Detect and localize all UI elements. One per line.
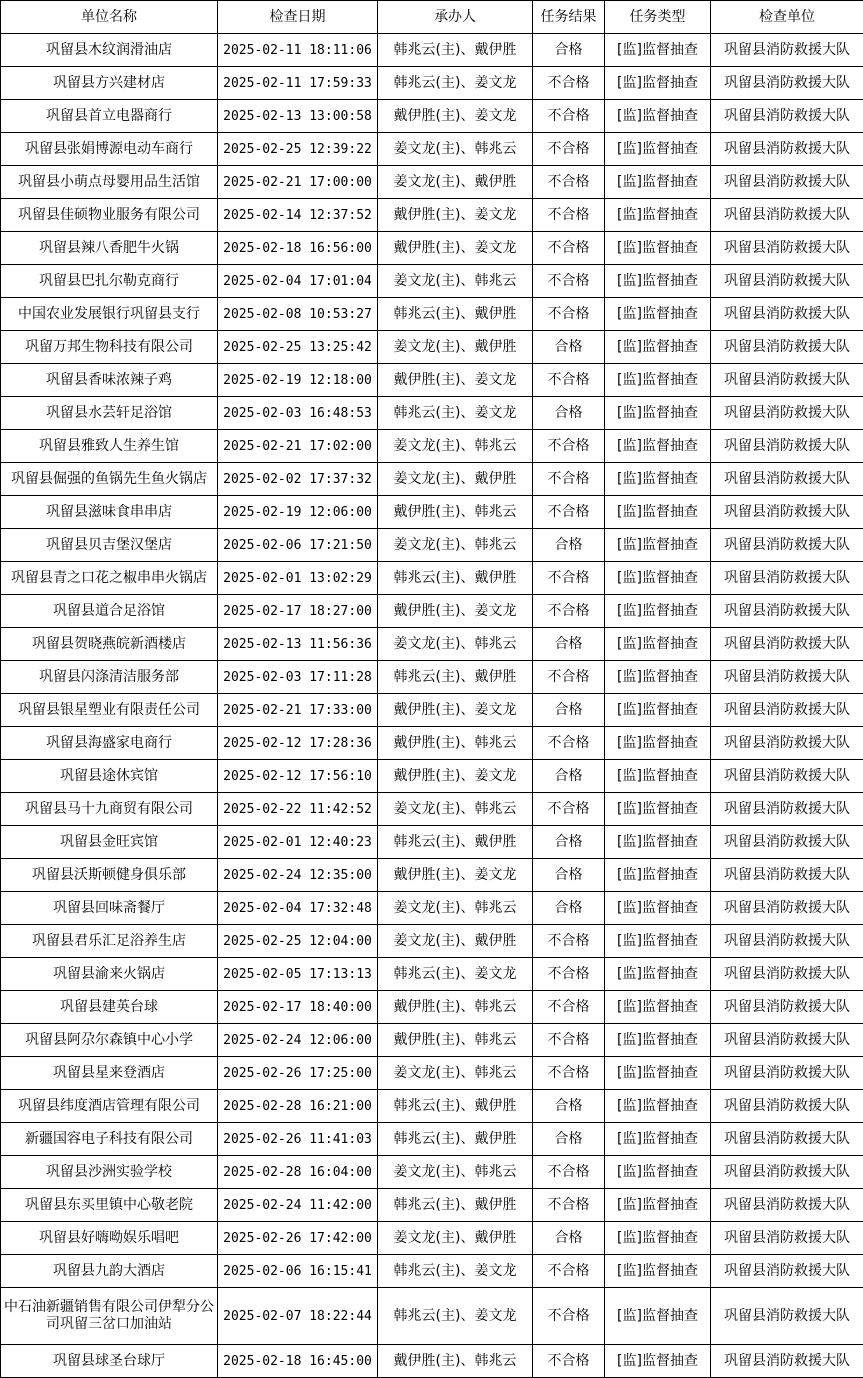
- cell-task-type: [监]监督抽查: [605, 1189, 711, 1222]
- cell-task-result: 不合格: [533, 1156, 605, 1189]
- cell-unit-name: 巩留县木纹润滑油店: [1, 34, 218, 67]
- cell-inspection-date: 2025-02-26 17:42:00: [218, 1222, 378, 1255]
- table-row: [1, 859, 863, 892]
- cell-unit-name: 巩留县水芸轩足浴馆: [1, 397, 218, 430]
- cell-inspection-unit: 巩留县消防救援大队: [711, 1222, 863, 1255]
- cell-unit-name: 巩留县渝来火锅店: [1, 958, 218, 991]
- cell-task-result: 不合格: [533, 991, 605, 1024]
- cell-unit-name: 巩留县阿尕尔森镇中心小学: [1, 1024, 218, 1057]
- cell-handler: 戴伊胜(主)、韩兆云: [378, 1024, 533, 1057]
- cell-task-type: [监]监督抽查: [605, 793, 711, 826]
- table-row: [1, 1156, 863, 1189]
- cell-task-type: [监]监督抽查: [605, 1057, 711, 1090]
- cell-inspection-date: 2025-02-21 17:02:00: [218, 430, 378, 463]
- cell-inspection-unit: 巩留县消防救援大队: [711, 859, 863, 892]
- cell-inspection-date: 2025-02-24 11:42:00: [218, 1189, 378, 1222]
- cell-handler: 戴伊胜(主)、姜文龙: [378, 760, 533, 793]
- cell-task-result: 不合格: [533, 661, 605, 694]
- cell-task-type: [监]监督抽查: [605, 1222, 711, 1255]
- cell-task-result: 不合格: [533, 430, 605, 463]
- cell-unit-name: 巩留县途休宾馆: [1, 760, 218, 793]
- cell-handler: 韩兆云(主)、戴伊胜: [378, 34, 533, 67]
- cell-task-type: [监]监督抽查: [605, 265, 711, 298]
- cell-task-result: 合格: [533, 859, 605, 892]
- cell-handler: 韩兆云(主)、戴伊胜: [378, 562, 533, 595]
- cell-inspection-date: 2025-02-25 12:39:22: [218, 133, 378, 166]
- cell-inspection-unit: 巩留县消防救援大队: [711, 67, 863, 100]
- table-row: [1, 793, 863, 826]
- cell-task-type: [监]监督抽查: [605, 199, 711, 232]
- cell-task-type: [监]监督抽查: [605, 100, 711, 133]
- cell-inspection-unit: 巩留县消防救援大队: [711, 298, 863, 331]
- cell-handler: 戴伊胜(主)、姜文龙: [378, 694, 533, 727]
- cell-task-result: 不合格: [533, 1345, 605, 1378]
- cell-inspection-unit: 巩留县消防救援大队: [711, 331, 863, 364]
- cell-inspection-date: 2025-02-21 17:00:00: [218, 166, 378, 199]
- cell-unit-name: 巩留县青之口花之椒串串火锅店: [1, 562, 218, 595]
- cell-unit-name: 巩留县佳硕物业服务有限公司: [1, 199, 218, 232]
- cell-task-result: 合格: [533, 529, 605, 562]
- cell-unit-name: 巩留万邦生物科技有限公司: [1, 331, 218, 364]
- cell-task-result: 不合格: [533, 1024, 605, 1057]
- cell-inspection-date: 2025-02-17 18:40:00: [218, 991, 378, 1024]
- table-body: [1, 34, 863, 1378]
- cell-task-type: [监]监督抽查: [605, 1156, 711, 1189]
- cell-handler: 姜文龙(主)、韩兆云: [378, 628, 533, 661]
- table-row: [1, 1123, 863, 1156]
- cell-unit-name: 巩留县辣八香肥牛火锅: [1, 232, 218, 265]
- cell-task-type: [监]监督抽查: [605, 925, 711, 958]
- cell-task-type: [监]监督抽查: [605, 331, 711, 364]
- cell-task-result: 不合格: [533, 1189, 605, 1222]
- cell-handler: 戴伊胜(主)、韩兆云: [378, 496, 533, 529]
- cell-inspection-date: 2025-02-04 17:01:04: [218, 265, 378, 298]
- cell-unit-name: 巩留县海盛家电商行: [1, 727, 218, 760]
- table-row: [1, 595, 863, 628]
- cell-inspection-unit: 巩留县消防救援大队: [711, 430, 863, 463]
- cell-handler: 姜文龙(主)、韩兆云: [378, 892, 533, 925]
- cell-handler: 戴伊胜(主)、姜文龙: [378, 859, 533, 892]
- cell-task-result: 不合格: [533, 67, 605, 100]
- cell-task-result: 合格: [533, 397, 605, 430]
- cell-handler: 姜文龙(主)、戴伊胜: [378, 1222, 533, 1255]
- cell-inspection-date: 2025-02-03 17:11:28: [218, 661, 378, 694]
- cell-unit-name: 巩留县金旺宾馆: [1, 826, 218, 859]
- cell-task-type: [监]监督抽查: [605, 1255, 711, 1288]
- cell-inspection-date: 2025-02-13 13:00:58: [218, 100, 378, 133]
- cell-inspection-unit: 巩留县消防救援大队: [711, 100, 863, 133]
- cell-task-type: [监]监督抽查: [605, 133, 711, 166]
- cell-handler: 韩兆云(主)、戴伊胜: [378, 298, 533, 331]
- cell-handler: 姜文龙(主)、韩兆云: [378, 1057, 533, 1090]
- table-row: [1, 1024, 863, 1057]
- cell-inspection-date: 2025-02-19 12:18:00: [218, 364, 378, 397]
- cell-task-result: 不合格: [533, 727, 605, 760]
- cell-task-result: 合格: [533, 1090, 605, 1123]
- cell-handler: 姜文龙(主)、韩兆云: [378, 529, 533, 562]
- cell-handler: 戴伊胜(主)、韩兆云: [378, 991, 533, 1024]
- cell-inspection-date: 2025-02-01 12:40:23: [218, 826, 378, 859]
- header-inspection-unit: 检查单位: [711, 1, 863, 34]
- cell-inspection-unit: 巩留县消防救援大队: [711, 1123, 863, 1156]
- cell-unit-name: 巩留县贺晓燕皖新酒楼店: [1, 628, 218, 661]
- cell-inspection-unit: 巩留县消防救援大队: [711, 991, 863, 1024]
- cell-unit-name: 新疆国容电子科技有限公司: [1, 1123, 218, 1156]
- cell-unit-name: 巩留县纬度酒店管理有限公司: [1, 1090, 218, 1123]
- table-row: [1, 1255, 863, 1288]
- cell-handler: 韩兆云(主)、姜文龙: [378, 958, 533, 991]
- cell-task-result: 不合格: [533, 925, 605, 958]
- table-row: [1, 199, 863, 232]
- cell-inspection-unit: 巩留县消防救援大队: [711, 562, 863, 595]
- cell-unit-name: 巩留县球圣台球厅: [1, 1345, 218, 1378]
- cell-inspection-date: 2025-02-17 18:27:00: [218, 595, 378, 628]
- cell-inspection-unit: 巩留县消防救援大队: [711, 694, 863, 727]
- cell-inspection-unit: 巩留县消防救援大队: [711, 1288, 863, 1345]
- cell-task-type: [监]监督抽查: [605, 1288, 711, 1345]
- cell-task-type: [监]监督抽查: [605, 727, 711, 760]
- cell-inspection-unit: 巩留县消防救援大队: [711, 529, 863, 562]
- cell-inspection-unit: 巩留县消防救援大队: [711, 826, 863, 859]
- cell-task-type: [监]监督抽查: [605, 892, 711, 925]
- cell-task-result: 合格: [533, 628, 605, 661]
- cell-task-result: 不合格: [533, 595, 605, 628]
- cell-inspection-date: 2025-02-07 18:22:44: [218, 1288, 378, 1345]
- table-row: [1, 1288, 863, 1345]
- cell-inspection-unit: 巩留县消防救援大队: [711, 463, 863, 496]
- cell-task-result: 不合格: [533, 232, 605, 265]
- cell-task-result: 不合格: [533, 1255, 605, 1288]
- cell-unit-name: 巩留县银星塑业有限责任公司: [1, 694, 218, 727]
- cell-inspection-date: 2025-02-21 17:33:00: [218, 694, 378, 727]
- cell-handler: 姜文龙(主)、韩兆云: [378, 1156, 533, 1189]
- table-row: [1, 958, 863, 991]
- cell-task-type: [监]监督抽查: [605, 760, 711, 793]
- cell-task-result: 合格: [533, 892, 605, 925]
- cell-handler: 戴伊胜(主)、姜文龙: [378, 100, 533, 133]
- cell-unit-name: 中石油新疆销售有限公司伊犁分公司巩留三岔口加油站: [1, 1288, 218, 1345]
- cell-handler: 韩兆云(主)、戴伊胜: [378, 661, 533, 694]
- table-row: [1, 991, 863, 1024]
- cell-inspection-date: 2025-02-04 17:32:48: [218, 892, 378, 925]
- cell-inspection-unit: 巩留县消防救援大队: [711, 133, 863, 166]
- cell-handler: 姜文龙(主)、韩兆云: [378, 430, 533, 463]
- cell-handler: 戴伊胜(主)、姜文龙: [378, 364, 533, 397]
- cell-inspection-date: 2025-02-19 12:06:00: [218, 496, 378, 529]
- cell-inspection-unit: 巩留县消防救援大队: [711, 1024, 863, 1057]
- cell-task-type: [监]监督抽查: [605, 661, 711, 694]
- table-row: [1, 529, 863, 562]
- cell-inspection-date: 2025-02-11 17:59:33: [218, 67, 378, 100]
- table-row: [1, 232, 863, 265]
- cell-task-result: 不合格: [533, 133, 605, 166]
- cell-inspection-date: 2025-02-06 16:15:41: [218, 1255, 378, 1288]
- cell-inspection-unit: 巩留县消防救援大队: [711, 793, 863, 826]
- cell-task-type: [监]监督抽查: [605, 1345, 711, 1378]
- cell-task-type: [监]监督抽查: [605, 958, 711, 991]
- table-row: [1, 892, 863, 925]
- cell-unit-name: 巩留县东买里镇中心敬老院: [1, 1189, 218, 1222]
- cell-inspection-date: 2025-02-18 16:56:00: [218, 232, 378, 265]
- cell-unit-name: 巩留县道合足浴馆: [1, 595, 218, 628]
- cell-unit-name: 巩留县巴扎尔勒克商行: [1, 265, 218, 298]
- cell-unit-name: 巩留县闪涤清洁服务部: [1, 661, 218, 694]
- cell-task-result: 合格: [533, 1222, 605, 1255]
- cell-unit-name: 巩留县倔强的鱼锅先生鱼火锅店: [1, 463, 218, 496]
- cell-unit-name: 巩留县张娟博源电动车商行: [1, 133, 218, 166]
- table-row: [1, 1090, 863, 1123]
- cell-handler: 戴伊胜(主)、姜文龙: [378, 595, 533, 628]
- cell-unit-name: 巩留县星来登酒店: [1, 1057, 218, 1090]
- cell-inspection-date: 2025-02-13 11:56:36: [218, 628, 378, 661]
- cell-task-type: [监]监督抽查: [605, 463, 711, 496]
- cell-task-type: [监]监督抽查: [605, 529, 711, 562]
- cell-task-result: 合格: [533, 34, 605, 67]
- cell-handler: 姜文龙(主)、戴伊胜: [378, 331, 533, 364]
- cell-task-result: 不合格: [533, 199, 605, 232]
- cell-unit-name: 巩留县首立电器商行: [1, 100, 218, 133]
- table-row: [1, 430, 863, 463]
- table-row: [1, 694, 863, 727]
- cell-inspection-unit: 巩留县消防救援大队: [711, 397, 863, 430]
- cell-handler: 韩兆云(主)、戴伊胜: [378, 1090, 533, 1123]
- cell-handler: 姜文龙(主)、韩兆云: [378, 133, 533, 166]
- cell-unit-name: 巩留县香味浓辣子鸡: [1, 364, 218, 397]
- cell-inspection-unit: 巩留县消防救援大队: [711, 1189, 863, 1222]
- cell-handler: 姜文龙(主)、戴伊胜: [378, 166, 533, 199]
- cell-inspection-date: 2025-02-24 12:06:00: [218, 1024, 378, 1057]
- cell-inspection-date: 2025-02-12 17:28:36: [218, 727, 378, 760]
- cell-unit-name: 巩留县沙洲实验学校: [1, 1156, 218, 1189]
- table-row: [1, 463, 863, 496]
- cell-inspection-date: 2025-02-25 12:04:00: [218, 925, 378, 958]
- cell-inspection-unit: 巩留县消防救援大队: [711, 925, 863, 958]
- cell-inspection-date: 2025-02-12 17:56:10: [218, 760, 378, 793]
- table-row: [1, 1345, 863, 1378]
- cell-handler: 姜文龙(主)、韩兆云: [378, 793, 533, 826]
- cell-unit-name: 巩留县九韵大酒店: [1, 1255, 218, 1288]
- cell-inspection-date: 2025-02-08 10:53:27: [218, 298, 378, 331]
- cell-task-type: [监]监督抽查: [605, 166, 711, 199]
- cell-inspection-unit: 巩留县消防救援大队: [711, 1090, 863, 1123]
- cell-task-type: [监]监督抽查: [605, 67, 711, 100]
- table-row: [1, 133, 863, 166]
- cell-inspection-unit: 巩留县消防救援大队: [711, 760, 863, 793]
- header-task-type: 任务类型: [605, 1, 711, 34]
- cell-unit-name: 巩留县建英台球: [1, 991, 218, 1024]
- cell-inspection-unit: 巩留县消防救援大队: [711, 727, 863, 760]
- cell-task-type: [监]监督抽查: [605, 1090, 711, 1123]
- cell-task-type: [监]监督抽查: [605, 991, 711, 1024]
- cell-task-type: [监]监督抽查: [605, 628, 711, 661]
- table-row: [1, 1189, 863, 1222]
- table-row: [1, 397, 863, 430]
- cell-task-result: 不合格: [533, 496, 605, 529]
- table-row: [1, 826, 863, 859]
- table-row: [1, 331, 863, 364]
- cell-handler: 姜文龙(主)、韩兆云: [378, 265, 533, 298]
- table-row: [1, 265, 863, 298]
- cell-inspection-date: 2025-02-28 16:21:00: [218, 1090, 378, 1123]
- cell-task-type: [监]监督抽查: [605, 364, 711, 397]
- cell-task-type: [监]监督抽查: [605, 1123, 711, 1156]
- cell-task-result: 不合格: [533, 562, 605, 595]
- cell-task-type: [监]监督抽查: [605, 826, 711, 859]
- cell-inspection-unit: 巩留县消防救援大队: [711, 364, 863, 397]
- cell-handler: 韩兆云(主)、戴伊胜: [378, 1189, 533, 1222]
- cell-task-result: 不合格: [533, 463, 605, 496]
- cell-unit-name: 巩留县贝吉堡汉堡店: [1, 529, 218, 562]
- table-row: [1, 1057, 863, 1090]
- cell-inspection-unit: 巩留县消防救援大队: [711, 199, 863, 232]
- table-row: [1, 760, 863, 793]
- cell-inspection-date: 2025-02-25 13:25:42: [218, 331, 378, 364]
- cell-task-result: 合格: [533, 826, 605, 859]
- cell-handler: 韩兆云(主)、姜文龙: [378, 1255, 533, 1288]
- cell-inspection-date: 2025-02-26 17:25:00: [218, 1057, 378, 1090]
- table-row: [1, 67, 863, 100]
- cell-unit-name: 巩留县君乐汇足浴养生店: [1, 925, 218, 958]
- cell-inspection-date: 2025-02-26 11:41:03: [218, 1123, 378, 1156]
- table-row: [1, 628, 863, 661]
- cell-inspection-date: 2025-02-22 11:42:52: [218, 793, 378, 826]
- cell-inspection-unit: 巩留县消防救援大队: [711, 1156, 863, 1189]
- table-row: [1, 166, 863, 199]
- cell-unit-name: 巩留县方兴建材店: [1, 67, 218, 100]
- cell-handler: 姜文龙(主)、戴伊胜: [378, 463, 533, 496]
- cell-task-result: 不合格: [533, 793, 605, 826]
- cell-task-type: [监]监督抽查: [605, 397, 711, 430]
- cell-task-result: 不合格: [533, 1057, 605, 1090]
- cell-unit-name: 巩留县沃斯顿健身俱乐部: [1, 859, 218, 892]
- cell-inspection-date: 2025-02-11 18:11:06: [218, 34, 378, 67]
- cell-unit-name: 巩留县滋味食串串店: [1, 496, 218, 529]
- cell-task-type: [监]监督抽查: [605, 1024, 711, 1057]
- cell-task-result: 不合格: [533, 1288, 605, 1345]
- cell-handler: 戴伊胜(主)、韩兆云: [378, 727, 533, 760]
- cell-inspection-unit: 巩留县消防救援大队: [711, 1255, 863, 1288]
- cell-task-result: 不合格: [533, 100, 605, 133]
- cell-task-result: 不合格: [533, 265, 605, 298]
- table-row: [1, 100, 863, 133]
- header-inspection-date: 检查日期: [218, 1, 378, 34]
- cell-unit-name: 巩留县雅致人生养生馆: [1, 430, 218, 463]
- cell-inspection-date: 2025-02-06 17:21:50: [218, 529, 378, 562]
- cell-inspection-unit: 巩留县消防救援大队: [711, 661, 863, 694]
- cell-task-type: [监]监督抽查: [605, 298, 711, 331]
- table-row: [1, 34, 863, 67]
- cell-task-result: 合格: [533, 331, 605, 364]
- cell-task-result: 合格: [533, 1123, 605, 1156]
- cell-handler: 戴伊胜(主)、姜文龙: [378, 199, 533, 232]
- cell-handler: 戴伊胜(主)、姜文龙: [378, 232, 533, 265]
- cell-handler: 韩兆云(主)、戴伊胜: [378, 826, 533, 859]
- cell-task-result: 不合格: [533, 166, 605, 199]
- header-unit-name: 单位名称: [1, 1, 218, 34]
- cell-task-type: [监]监督抽查: [605, 430, 711, 463]
- cell-task-type: [监]监督抽查: [605, 562, 711, 595]
- cell-unit-name: 巩留县马十九商贸有限公司: [1, 793, 218, 826]
- cell-task-type: [监]监督抽查: [605, 595, 711, 628]
- cell-inspection-unit: 巩留县消防救援大队: [711, 1057, 863, 1090]
- cell-inspection-unit: 巩留县消防救援大队: [711, 232, 863, 265]
- table-row: [1, 925, 863, 958]
- cell-inspection-date: 2025-02-18 16:45:00: [218, 1345, 378, 1378]
- cell-task-type: [监]监督抽查: [605, 694, 711, 727]
- cell-unit-name: 巩留县回味斋餐厅: [1, 892, 218, 925]
- cell-inspection-date: 2025-02-28 16:04:00: [218, 1156, 378, 1189]
- cell-handler: 韩兆云(主)、姜文龙: [378, 397, 533, 430]
- cell-unit-name: 巩留县小萌点母婴用品生活馆: [1, 166, 218, 199]
- cell-task-result: 合格: [533, 760, 605, 793]
- cell-unit-name: 巩留县好嗨呦娱乐唱吧: [1, 1222, 218, 1255]
- cell-task-type: [监]监督抽查: [605, 496, 711, 529]
- cell-inspection-unit: 巩留县消防救援大队: [711, 265, 863, 298]
- cell-inspection-unit: 巩留县消防救援大队: [711, 496, 863, 529]
- cell-task-type: [监]监督抽查: [605, 34, 711, 67]
- cell-inspection-unit: 巩留县消防救援大队: [711, 958, 863, 991]
- header-handler: 承办人: [378, 1, 533, 34]
- table-row: [1, 727, 863, 760]
- cell-handler: 韩兆云(主)、姜文龙: [378, 67, 533, 100]
- cell-inspection-unit: 巩留县消防救援大队: [711, 1345, 863, 1378]
- table-row: [1, 298, 863, 331]
- cell-task-result: 不合格: [533, 364, 605, 397]
- table-row: [1, 661, 863, 694]
- cell-handler: 戴伊胜(主)、韩兆云: [378, 1345, 533, 1378]
- cell-task-result: 不合格: [533, 298, 605, 331]
- cell-handler: 韩兆云(主)、姜文龙: [378, 1288, 533, 1345]
- cell-inspection-date: 2025-02-14 12:37:52: [218, 199, 378, 232]
- cell-inspection-date: 2025-02-05 17:13:13: [218, 958, 378, 991]
- cell-inspection-unit: 巩留县消防救援大队: [711, 595, 863, 628]
- cell-inspection-date: 2025-02-03 16:48:53: [218, 397, 378, 430]
- cell-inspection-unit: 巩留县消防救援大队: [711, 628, 863, 661]
- cell-task-type: [监]监督抽查: [605, 859, 711, 892]
- cell-task-result: 不合格: [533, 958, 605, 991]
- cell-inspection-date: 2025-02-02 17:37:32: [218, 463, 378, 496]
- cell-handler: 韩兆云(主)、戴伊胜: [378, 1123, 533, 1156]
- table-row: [1, 496, 863, 529]
- header-row: [1, 1, 863, 34]
- cell-task-result: 合格: [533, 694, 605, 727]
- table-row: [1, 364, 863, 397]
- cell-inspection-date: 2025-02-24 12:35:00: [218, 859, 378, 892]
- cell-inspection-unit: 巩留县消防救援大队: [711, 34, 863, 67]
- cell-inspection-unit: 巩留县消防救援大队: [711, 892, 863, 925]
- table-row: [1, 1222, 863, 1255]
- header-task-result: 任务结果: [533, 1, 605, 34]
- cell-task-type: [监]监督抽查: [605, 232, 711, 265]
- cell-handler: 姜文龙(主)、戴伊胜: [378, 925, 533, 958]
- cell-inspection-unit: 巩留县消防救援大队: [711, 166, 863, 199]
- cell-unit-name: 中国农业发展银行巩留县支行: [1, 298, 218, 331]
- cell-inspection-date: 2025-02-01 13:02:29: [218, 562, 378, 595]
- table-row: [1, 562, 863, 595]
